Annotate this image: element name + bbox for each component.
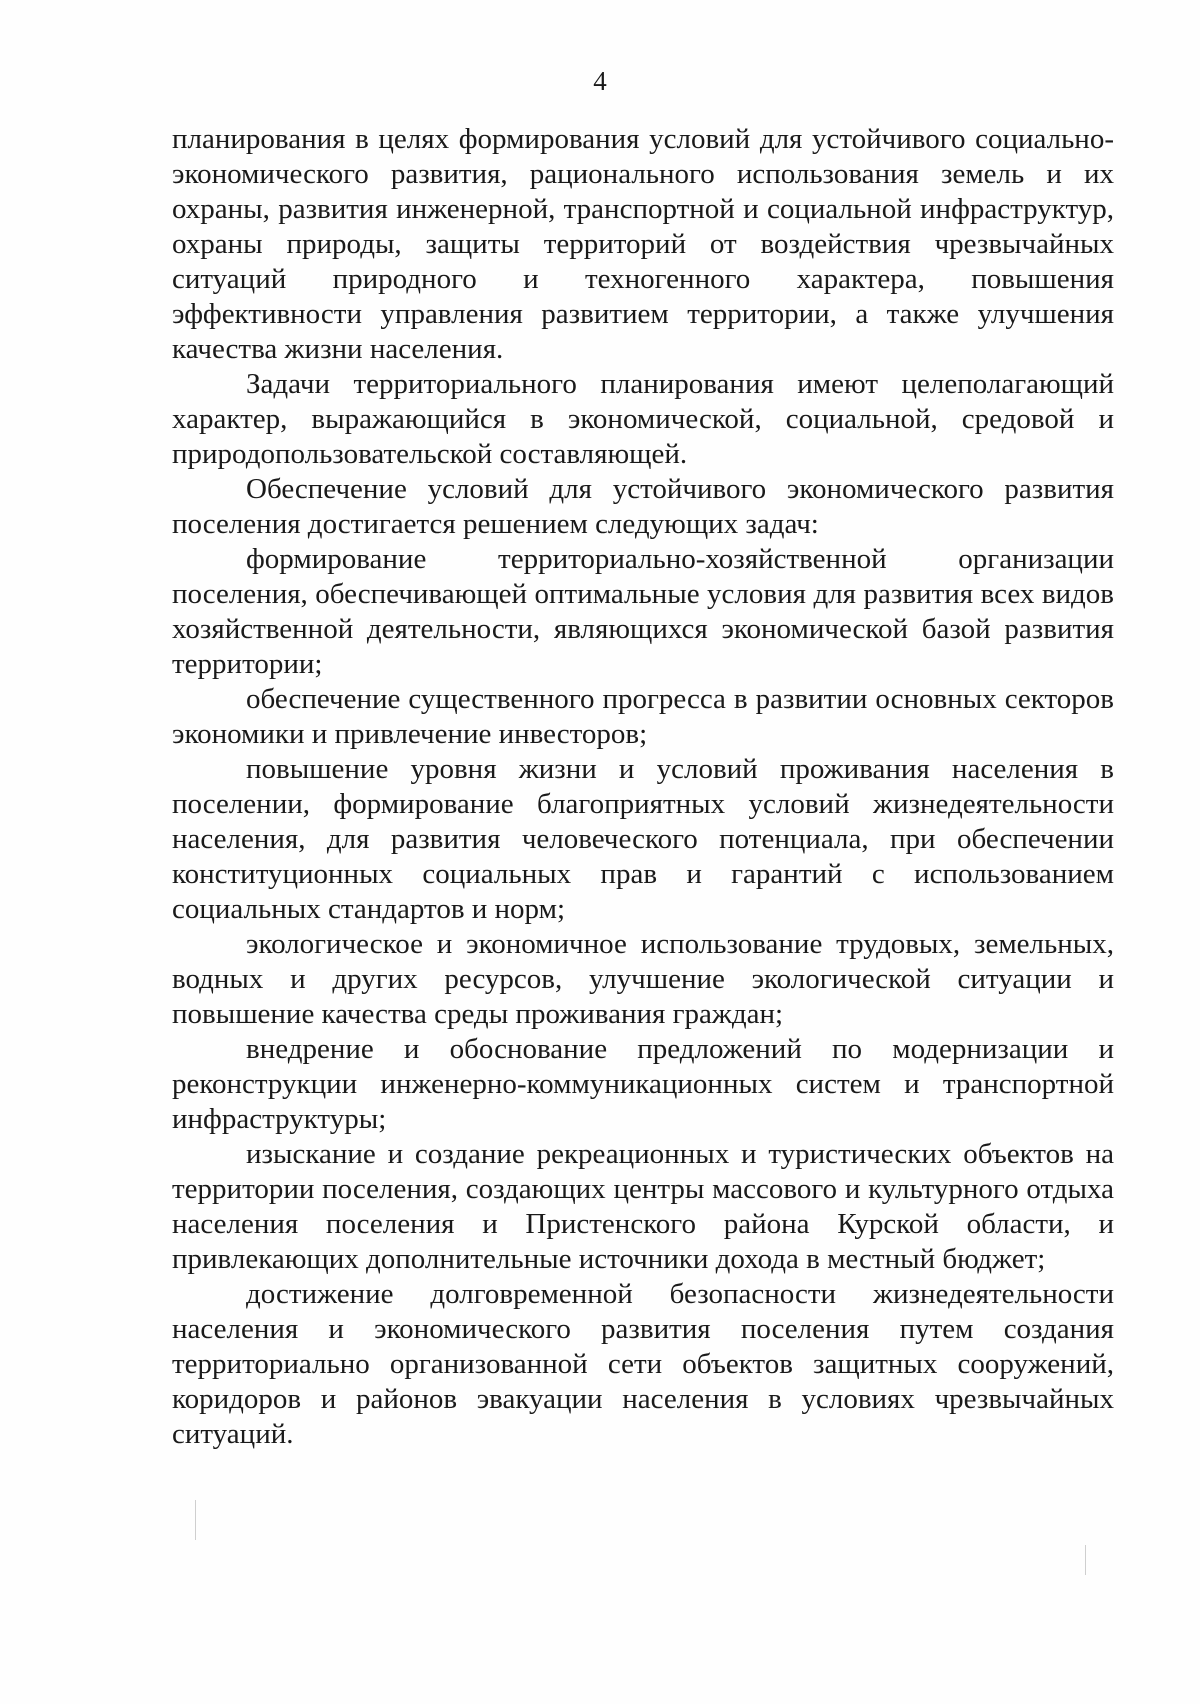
document-body [172,122,1114,1452]
paragraph-3: Обеспечение условий для устойчивого экономического развития поселения достигается решением следующих задач: [172,473,1114,540]
paragraph-1: планирования в целях формирования условий для устойчивого социально-экономического развития, рационального использования земель и их охраны, развития инженерной, транспортной и социальной инфраструктур, охраны природы, защиты территорий от воздействия чрезвычайных ситуаций природного и техногенного характера, повышения эффективности управления развитием территории, а также улучшения качества жизни населения. [172,123,1114,365]
scan-artifact-line [195,1500,196,1540]
paragraph-10: достижение долговременной безопасности жизнедеятельности населения и экономического развития поселения путем создания территориально организованной сети объектов защитных сооружений, коридоров и районов эвакуации населения в условиях чрезвычайных ситуаций. [172,1278,1114,1450]
page-number: 4 [593,66,607,96]
paragraph-9: изыскание и создание рекреационных и туристических объектов на территории поселения, создающих центры массового и культурного отдыха населения поселения и Пристенского района Курской области, и привлекающих дополнительные источники дохода в местный бюджет; [172,1138,1114,1275]
scan-artifact-line [1085,1545,1086,1575]
paragraph-6: повышение уровня жизни и условий проживания населения в поселении, формирование благоприятных условий жизнедеятельности населения, для развития человеческого потенциала, при обеспечении конституционных социальных прав и гарантий с использованием социальных стандартов и норм; [172,753,1114,925]
paragraph-4: формирование территориально-хозяйственной организации поселения, обеспечивающей оптимальные условия для развития всех видов хозяйственной деятельности, являющихся экономической базой развития территории; [172,543,1114,680]
paragraph-5: обеспечение существенного прогресса в развитии основных секторов экономики и привлечение инвесторов; [172,683,1114,750]
paragraph-2: Задачи территориального планирования имеют целеполагающий характер, выражающийся в экономической, социальной, средовой и природопользовательской составляющей. [172,368,1114,470]
paragraph-8: внедрение и обоснование предложений по модернизации и реконструкции инженерно-коммуникационных систем и транспортной инфраструктуры; [172,1033,1114,1135]
paragraph-7: экологическое и экономичное использование трудовых, земельных, водных и других ресурсов, улучшение экологической ситуации и повышение качества среды проживания граждан; [172,928,1114,1030]
